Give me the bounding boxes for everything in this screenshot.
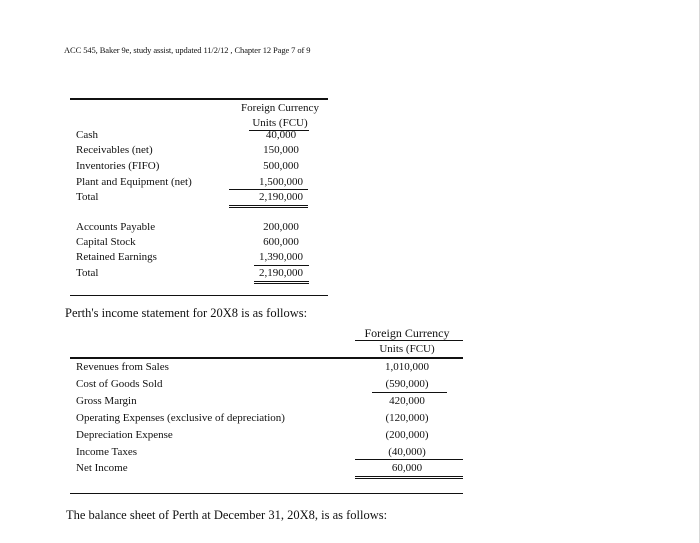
income-row-label: Cost of Goods Sold bbox=[76, 378, 163, 390]
income-row-value: 420,000 bbox=[389, 395, 425, 407]
double-rule-bottom bbox=[229, 207, 308, 208]
equity-value: 600,000 bbox=[263, 236, 299, 248]
closing-text: The balance sheet of Perth at December 31, 20X8, is as follows: bbox=[66, 508, 388, 522]
double-rule-bottom bbox=[355, 478, 463, 479]
liabilities-total-label: Total bbox=[76, 267, 99, 279]
income-row-label: Income Taxes bbox=[76, 446, 138, 458]
income-row-label: Depreciation Expense bbox=[76, 429, 173, 441]
net-income-value: 60,000 bbox=[391, 462, 423, 474]
income-row-value: (590,000) bbox=[385, 378, 429, 390]
equity-label: Capital Stock bbox=[76, 236, 136, 248]
asset-value: 500,000 bbox=[263, 160, 299, 172]
asset-value: 1,500,000 bbox=[259, 176, 303, 188]
income-row-label: Operating Expenses (exclusive of depreciation) bbox=[76, 412, 285, 424]
subtotal-rule bbox=[355, 459, 463, 460]
page-header: ACC 545, Baker 9e, study assist, updated 11/2/12 , Chapter 12 Page 7 of 9 bbox=[64, 45, 311, 55]
double-rule-top bbox=[355, 476, 463, 477]
asset-label: Plant and Equipment (net) bbox=[76, 176, 192, 188]
assets-total-label: Total bbox=[76, 191, 99, 203]
assets-total-value: 2,190,000 bbox=[259, 191, 303, 203]
asset-value: 150,000 bbox=[263, 144, 299, 156]
asset-value: 40,000 bbox=[265, 129, 297, 141]
column-header-line2: Units (FCU) bbox=[379, 343, 435, 355]
income-row-value: (200,000) bbox=[385, 429, 429, 441]
equity-label: Retained Earnings bbox=[76, 251, 157, 263]
column-header-line1: Foreign Currency bbox=[364, 326, 450, 340]
liability-value: 200,000 bbox=[263, 221, 299, 233]
income-row-value: (40,000) bbox=[388, 446, 426, 458]
income-row-label: Revenues from Sales bbox=[76, 361, 169, 373]
net-income-label: Net Income bbox=[76, 462, 128, 474]
liability-label: Accounts Payable bbox=[76, 221, 156, 233]
asset-label: Receivables (net) bbox=[76, 144, 153, 156]
income-row-value: (120,000) bbox=[385, 412, 429, 424]
table-bottom-rule bbox=[70, 295, 328, 296]
income-table-bottom-rule bbox=[70, 493, 463, 494]
column-header-line1: Foreign Currency bbox=[241, 102, 319, 114]
subtotal-rule bbox=[372, 392, 447, 393]
income-table-top-rule bbox=[70, 357, 463, 359]
equity-value: 1,390,000 bbox=[259, 251, 303, 263]
column-header-overline bbox=[355, 340, 463, 341]
double-rule-top bbox=[254, 281, 309, 282]
income-row-value: 1,010,000 bbox=[385, 361, 429, 373]
asset-label: Inventories (FIFO) bbox=[76, 160, 160, 172]
double-rule-top bbox=[229, 205, 308, 206]
double-rule-bottom bbox=[254, 283, 309, 284]
column-header-line2: Units (FCU) bbox=[252, 117, 308, 129]
asset-label: Cash bbox=[76, 129, 98, 141]
liabilities-total-value: 2,190,000 bbox=[259, 267, 303, 279]
income-intro: Perth's income statement for 20X8 is as follows: bbox=[65, 306, 308, 320]
table-top-rule bbox=[70, 98, 328, 100]
income-row-label: Gross Margin bbox=[76, 395, 137, 407]
